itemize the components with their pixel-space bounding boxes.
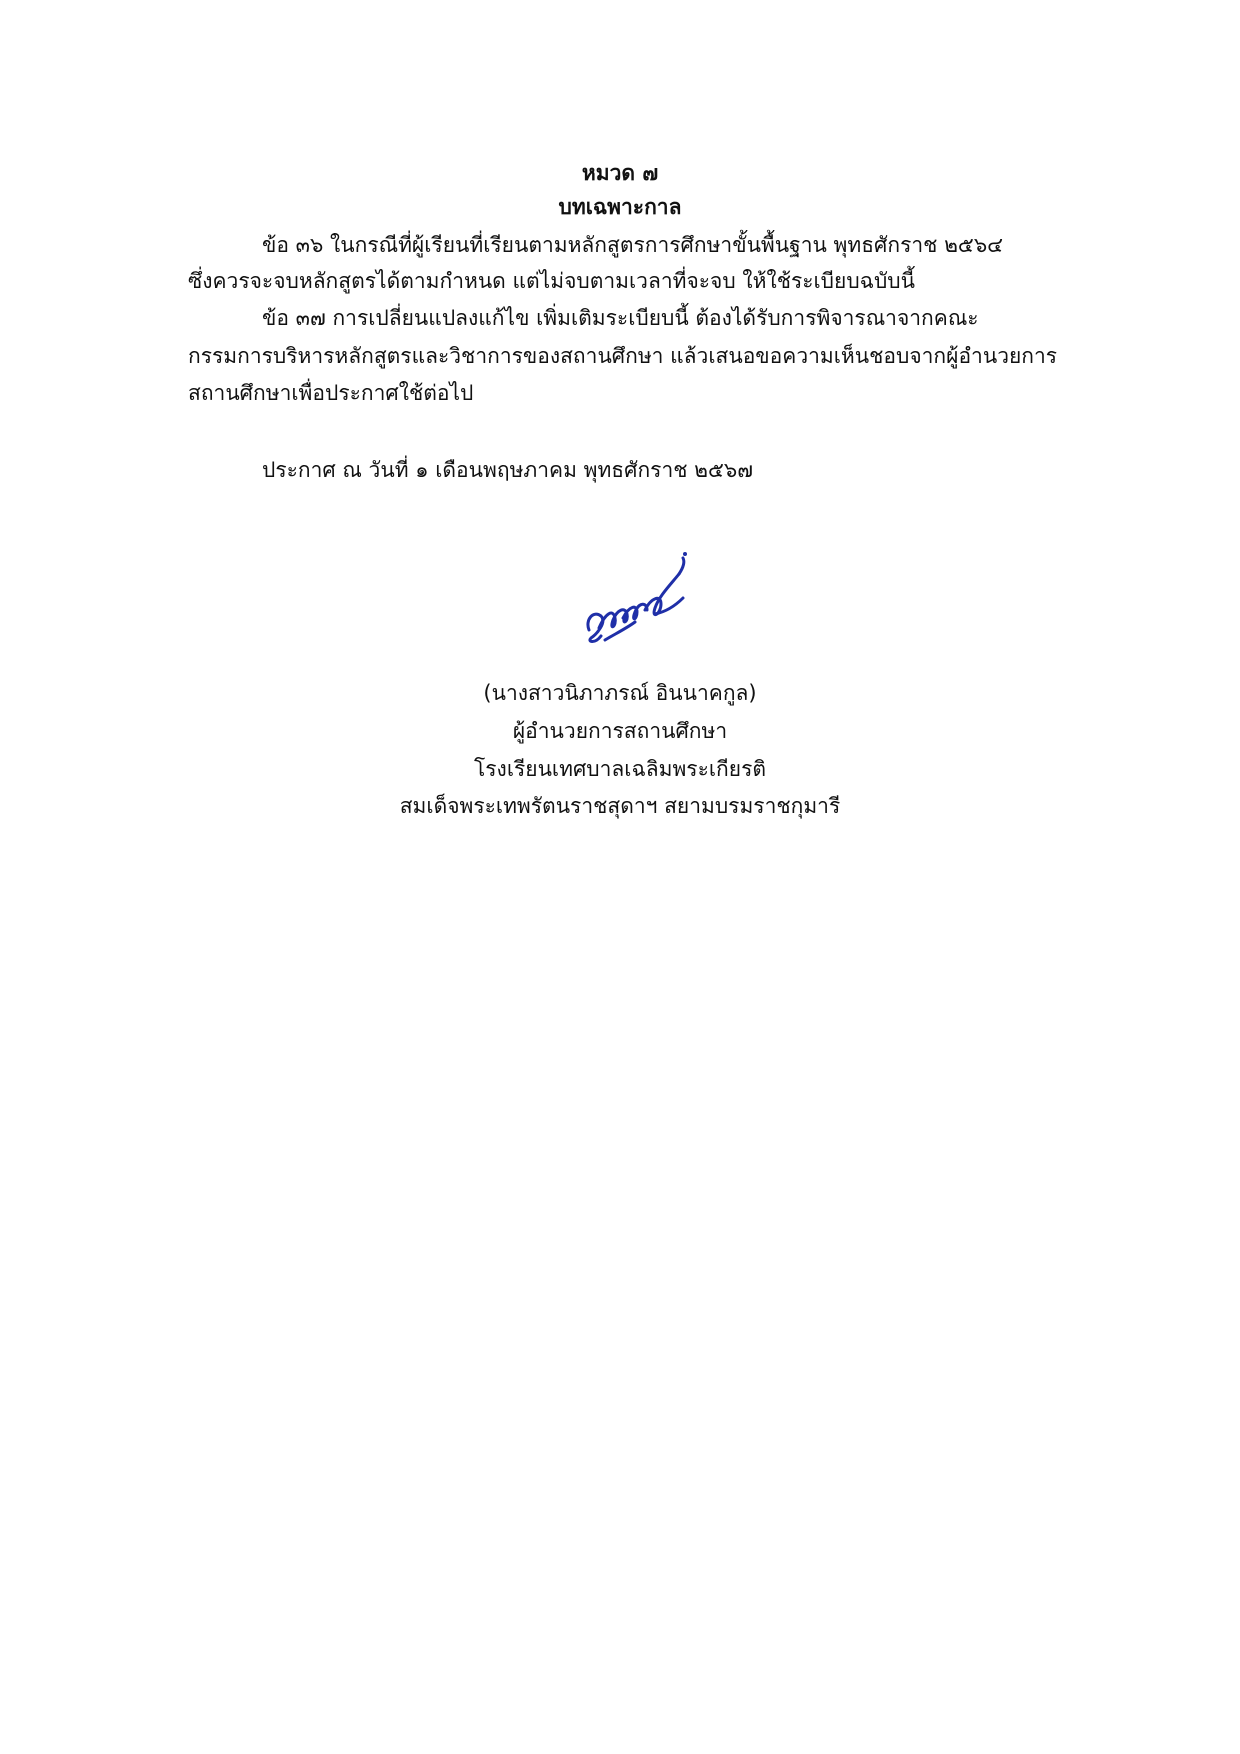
clause-37-line-1: ข้อ ๓๗ การเปลี่ยนแปลงแก้ไข เพิ่มเติมระเบียบนี้ ต้องได้รับการพิจารณาจากคณะ <box>262 306 979 330</box>
signature-image <box>575 548 695 658</box>
signatory-position: ผู้อำนวยการสถานศึกษา <box>512 719 728 743</box>
chapter-subtitle: บทเฉพาะกาล <box>558 195 682 219</box>
clause-36-line-1: ข้อ ๓๖ ในกรณีที่ผู้เรียนที่เรียนตามหลักสูตรการศึกษาขั้นพื้นฐาน พุทธศักราช ๒๕๖๔ <box>262 233 1004 257</box>
school-name-line-2: สมเด็จพระเทพรัตนราชสุดาฯ สยามบรมราชกุมารี <box>399 794 841 818</box>
clause-37-line-3: สถานศึกษาเพื่อประกาศใช้ต่อไป <box>188 381 474 405</box>
clause-37-line-2: กรรมการบริหารหลักสูตรและวิชาการของสถานศึกษา แล้วเสนอขอความเห็นชอบจากผู้อำนวยการ <box>188 344 1058 368</box>
clause-36-line-2: ซึ่งควรจะจบหลักสูตรได้ตามกำหนด แต่ไม่จบตามเวลาที่จะจบ ให้ใช้ระเบียบฉบับนี้ <box>188 269 915 293</box>
signatory-name: (นางสาวนิภาภรณ์ อินนาคกูล) <box>483 681 757 705</box>
chapter-title: หมวด ๗ <box>581 161 659 185</box>
school-name: โรงเรียนเทศบาลเฉลิมพระเกียรติ <box>474 757 766 781</box>
announcement-date: ประกาศ ณ วันที่ ๑ เดือนพฤษภาคม พุทธศักราช ๒๕๖๗ <box>262 458 754 482</box>
